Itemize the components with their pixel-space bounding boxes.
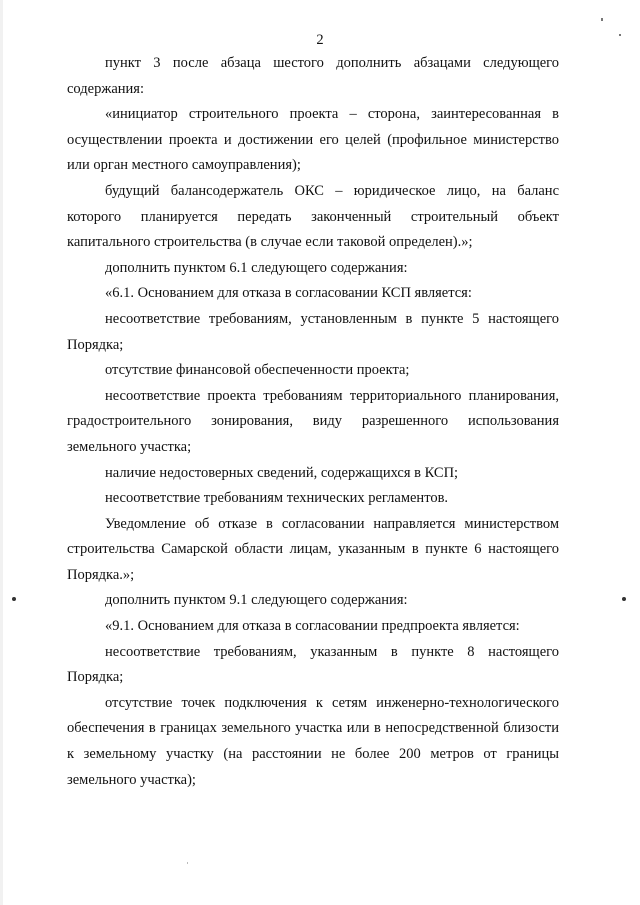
page-number: 2 xyxy=(316,32,324,48)
paragraph-9: наличие недостоверных сведений, содержащихся в КСП; xyxy=(105,464,459,481)
scan-edge xyxy=(0,0,3,905)
paragraph-8: несоответствие проекта требованиям территориального планирования, градостроительного зонирования, виду разрешенного использования земельного участка; xyxy=(67,387,559,455)
paragraph-13: «9.1. Основанием для отказа в согласовании предпроекта является: xyxy=(105,618,520,635)
paragraph-10: несоответствие требованиям технических регламентов. xyxy=(105,490,449,507)
document-body xyxy=(67,51,559,793)
paragraph-1: пункт 3 после абзаца шестого дополнить абзацами следующего содержания: xyxy=(67,55,559,97)
paragraph-14: несоответствие требованиям, указанным в пункте 8 настоящего Порядка; xyxy=(67,643,559,686)
scan-speck xyxy=(601,18,603,21)
paragraph-15: отсутствие точек подключения к сетям инженерно-технологического обеспечения в границах земельного участка или в непосредственной близости к земельному участку (на расстоянии не более 200 метров от границы земельного участка); xyxy=(67,694,559,788)
paragraph-5: «6.1. Основанием для отказа в согласовании КСП является: xyxy=(105,285,472,302)
paragraph-3: будущий балансодержатель ОКС – юридическое лицо, на баланс которого планируется передать законченный строительный объект капитального строительства (в случае если таковой определен).»; xyxy=(67,182,559,251)
paragraph-2: «инициатор строительного проекта – сторона, заинтересованная в осуществлении проекта и достижении его целей (профильное министерство или орган местного самоуправления); xyxy=(67,106,559,174)
paragraph-6: несоответствие требованиям, установленным в пункте 5 настоящего Порядка; xyxy=(67,310,559,353)
scan-speck xyxy=(619,34,621,36)
paragraph-4: дополнить пунктом 6.1 следующего содержания: xyxy=(105,259,408,276)
scan-punch-mark-left xyxy=(12,597,16,601)
paragraph-11: Уведомление об отказе в согласовании направляется министерством строительства Самарской области лицам, указанным в пункте 6 настоящего Порядка.»; xyxy=(67,515,559,583)
paragraph-7: отсутствие финансовой обеспеченности проекта; xyxy=(105,362,410,379)
scan-speck xyxy=(187,862,188,864)
paragraph-12: дополнить пунктом 9.1 следующего содержания: xyxy=(105,592,408,609)
scan-punch-mark-right xyxy=(622,597,626,601)
